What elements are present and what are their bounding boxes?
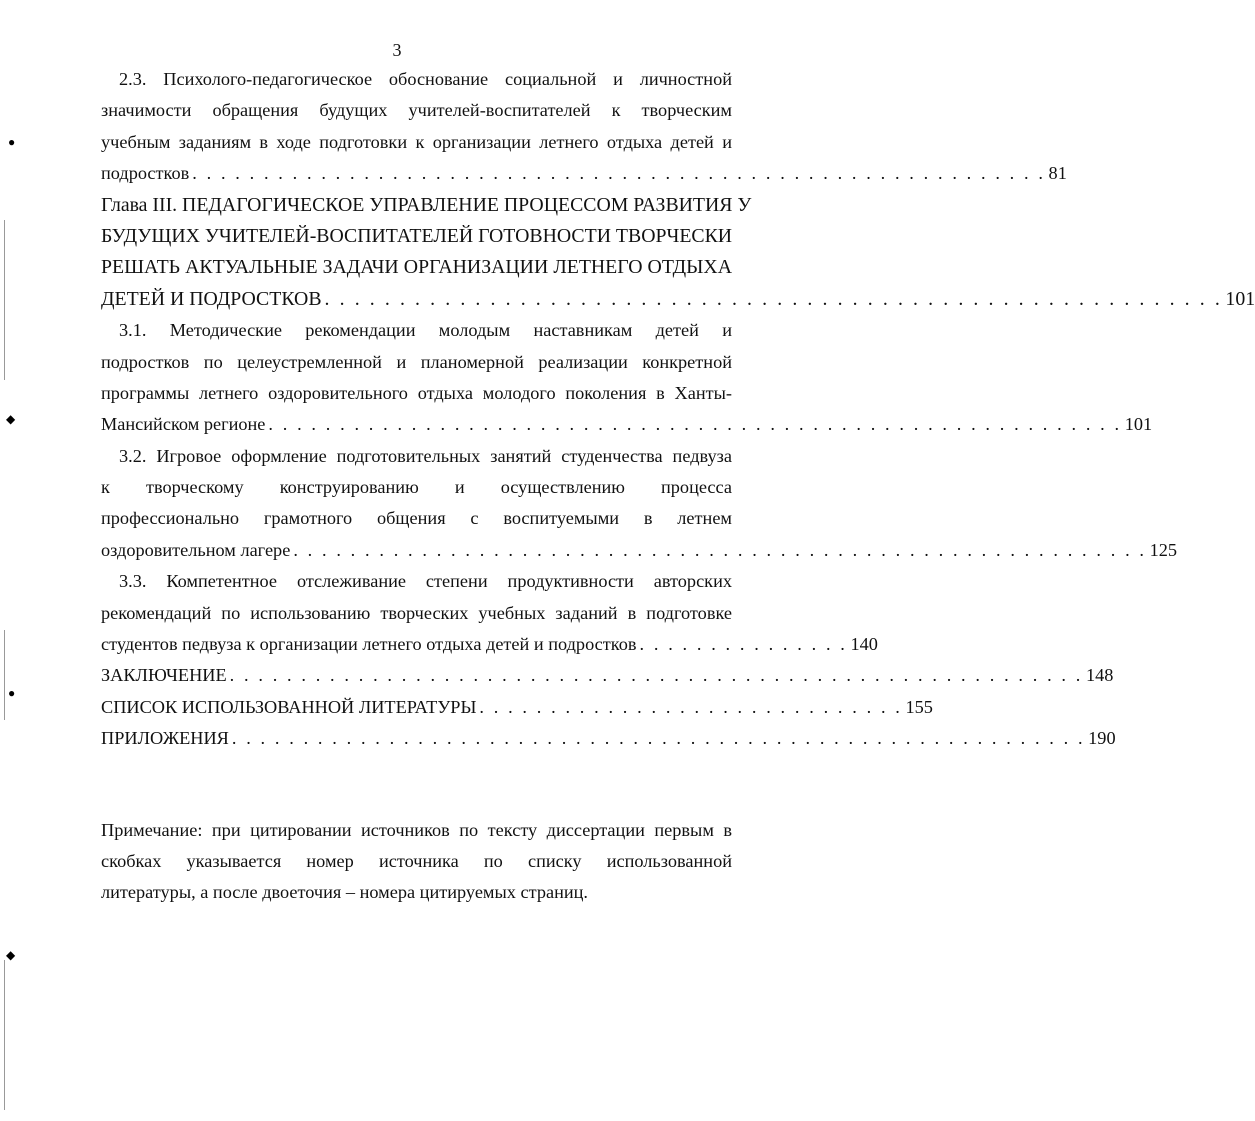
toc-page-number: 148 [1085,665,1114,686]
toc-chapter-line: Глава III. ПЕДАГОГИЧЕСКОЕ УПРАВЛЕНИЕ ПРОЦЕССОМ РАЗВИТИЯ У [101,193,752,216]
note-line: Примечание: при цитировании источников по тексту диссертации первым в [101,820,732,840]
binding-hole-mark: ◆ [6,948,16,962]
toc-page-number: 155 [905,696,933,717]
note-line: литературы, а после двоеточия – номера цитируемых страниц. [101,882,588,902]
scan-edge-line [4,220,5,380]
toc-entry-text: ПРИЛОЖЕНИЯ [101,728,229,749]
scan-edge-line [4,960,5,1110]
toc-line: к творческому конструированию и осуществлению процесса [101,477,732,498]
toc-chapter-line: РЕШАТЬ АКТУАЛЬНЫЕ ЗАДАЧИ ОРГАНИЗАЦИИ ЛЕТНЕГО ОТДЫХА [101,256,732,279]
toc-line: профессионально грамотного общения с воспитуемыми в летнем [101,508,732,529]
leader-dots: . . . . . . . . . . . . . . . . . . . . . . . . . . . . . . . . . . . . . . . . . . . . . . . . . . . . . . . . . . . . [293,539,1147,560]
toc-line: учебным заданиям в ходе подготовки к организации летнего отдыха детей и [101,131,732,152]
toc-line: рекомендаций по использованию творческих учебных заданий в подготовке [101,602,732,623]
toc-chapter-line: БУДУЩИХ УЧИТЕЛЕЙ-ВОСПИТАТЕЛЕЙ ГОТОВНОСТИ ТВОРЧЕСКИ [101,224,733,247]
toc-entry-text: Мансийском регионе [101,414,266,435]
leader-dots: . . . . . . . . . . . . . . . . . . . . . . . . . . . . . . . . . . . . . . . . . . . . . . . . . . . . . . . . . . . . [268,414,1122,435]
binding-hole-mark: ◆ [6,412,16,426]
table-of-contents [101,64,1255,755]
toc-entry-conclusion[interactable] [101,660,1114,691]
toc-line: программы летнего оздоровительного отдыха молодого поколения в Ханты- [101,382,732,403]
toc-line: 3.2. Игровое оформление подготовительных занятий студенчества педвуза [119,445,732,466]
toc-line: подростков по целеустремленной и планомерной реализации конкретной [101,351,732,372]
toc-entry-text: ДЕТЕЙ И ПОДРОСТКОВ [101,287,322,310]
toc-line: значимости обращения будущих учителей-воспитателей к творческим [101,100,732,121]
scan-edge-line [4,630,5,720]
toc-page-number: 101 [1225,287,1255,310]
toc-entry-appendix[interactable] [101,723,1116,754]
toc-line: 3.3. Компетентное отслеживание степени продуктивности авторских [119,571,732,592]
leader-dots: . . . . . . . . . . . . . . . . . . . . . . . . . . . . . . [479,696,903,717]
toc-entry-last-line[interactable] [101,409,1153,440]
note-line: скобках указывается номер источника по списку использованной [101,851,732,871]
leader-dots: . . . . . . . . . . . . . . . . . . . . . . . . . . . . . . . . . . . . . . . . . . . . . . . . . . . . . . . . . . . . [231,728,1086,749]
leader-dots: . . . . . . . . . . . . . . . . . . . . . . . . . . . . . . . . . . . . . . . . . . . . . . . . . . . . . . . . . . . . [229,665,1083,686]
toc-entry-last-line[interactable] [101,284,1255,315]
toc-line: 3.1. Методические рекомендации молодым наставникам детей и [119,320,732,341]
toc-entry-last-line[interactable] [101,629,878,660]
toc-page-number: 125 [1149,539,1178,560]
toc-entry-text: СПИСОК ИСПОЛЬЗОВАННОЙ ЛИТЕРАТУРЫ [101,696,477,717]
toc-entry-last-line[interactable] [101,535,1178,566]
toc-entry-text: подростков [101,163,190,184]
toc-line: 2.3. Психолого-педагогическое обоснование социальной и личностной [119,69,732,89]
toc-page-number: 81 [1048,163,1067,184]
toc-page-number: 190 [1088,728,1116,749]
binding-hole-mark: ● [8,686,16,700]
leader-dots: . . . . . . . . . . . . . . . . . . . . . . . . . . . . . . . . . . . . . . . . . . . . . . . . . . . . . . . . . . . . [324,287,1223,310]
toc-page-number: 101 [1124,414,1153,435]
toc-entry-last-line[interactable] [101,158,1067,189]
leader-dots: . . . . . . . . . . . . . . . . . . . . . . . . . . . . . . . . . . . . . . . . . . . . . . . . . . . . . . . . . . . . [192,163,1046,184]
footnote-note [101,815,732,908]
binding-hole-mark: ● [8,135,16,149]
leader-dots: . . . . . . . . . . . . . . . [639,634,848,655]
toc-entry-text: студентов педвуза к организации летнего отдыха детей и подростков [101,634,637,655]
toc-entry-text: ЗАКЛЮЧЕНИЕ [101,665,227,686]
page-number: 3 [392,40,402,60]
toc-page-number: 140 [850,634,878,655]
toc-entry-literature[interactable] [101,692,933,723]
toc-entry-text: оздоровительном лагере [101,539,291,560]
